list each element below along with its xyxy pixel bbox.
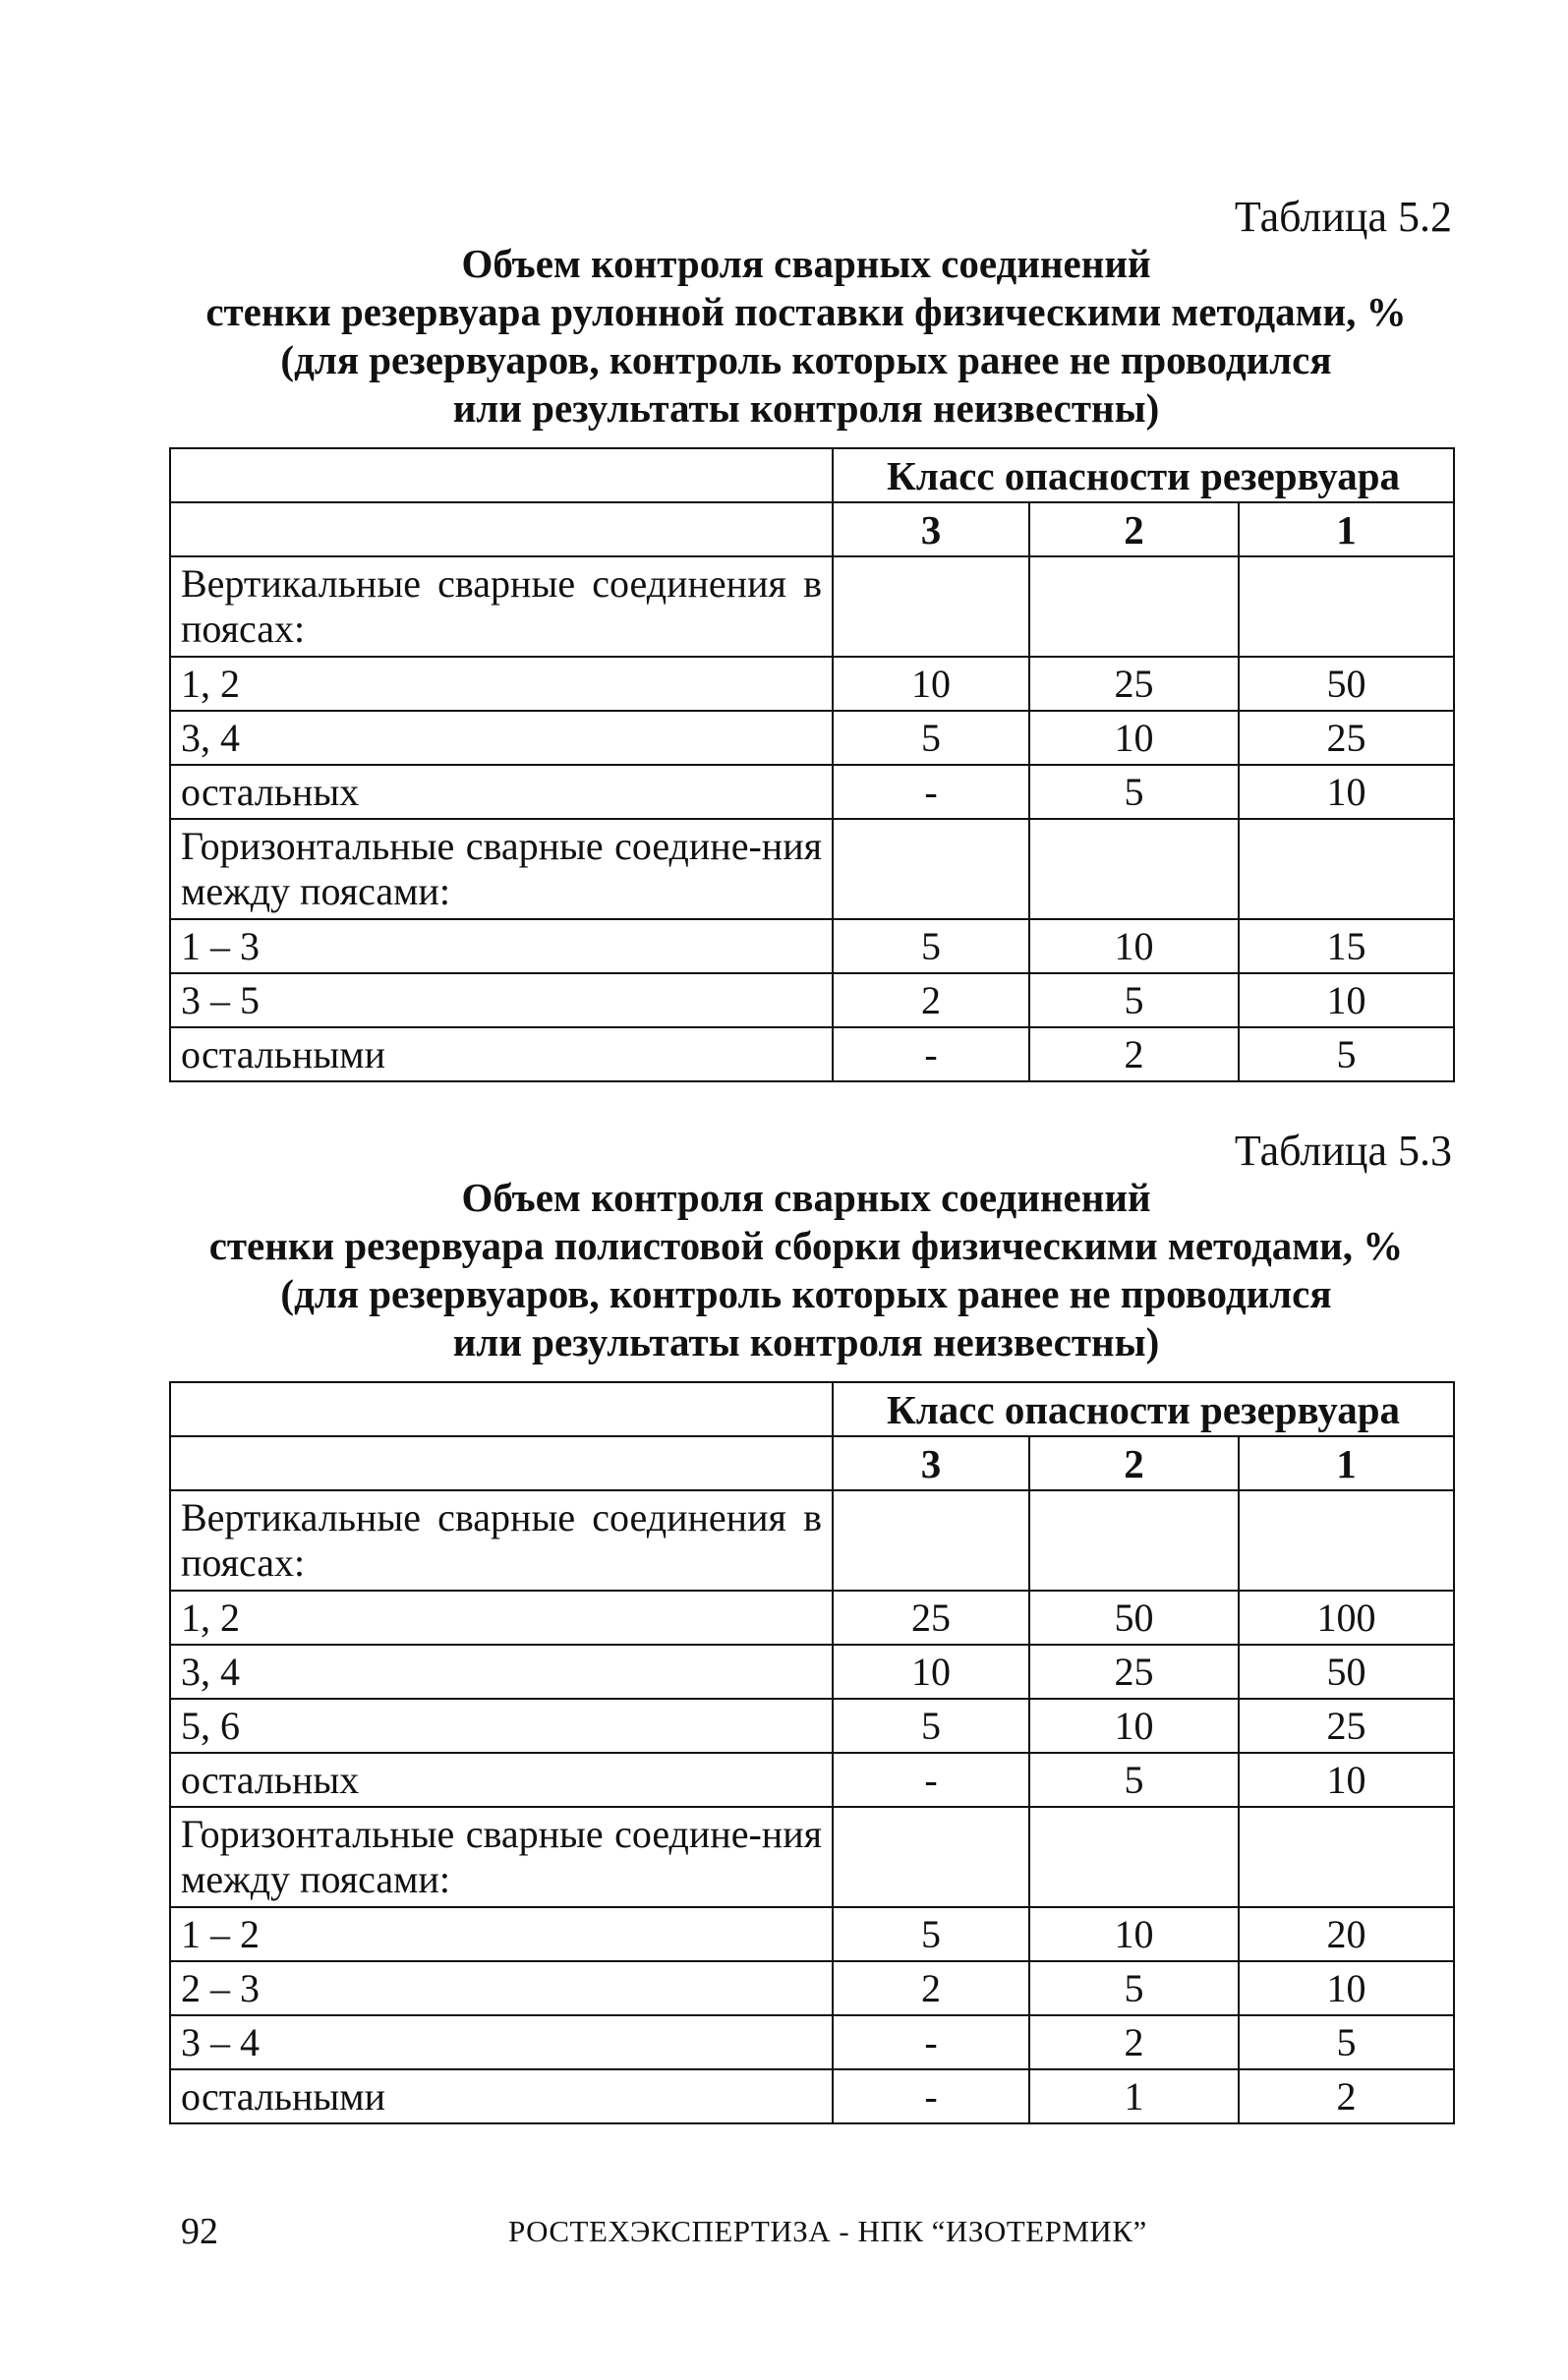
row-label-cell: 3 – 5 <box>170 973 833 1027</box>
value-cell: 5 <box>833 711 1029 765</box>
value-cell: 50 <box>1029 1591 1239 1645</box>
row-label-cell: остальных <box>170 765 833 819</box>
title-line: (для резервуаров, контроль которых ранее не проводился <box>280 337 1332 382</box>
value-cell: 10 <box>833 1645 1029 1699</box>
row-label-cell: Вертикальные сварные соединения в поясах: <box>170 1490 833 1591</box>
table-row <box>170 1490 1454 1591</box>
header-group-cell: Класс опасности резервуара <box>833 448 1454 502</box>
table-row <box>170 657 1454 711</box>
row-label-cell: 5, 6 <box>170 1699 833 1753</box>
value-cell: 50 <box>1239 1645 1454 1699</box>
value-cell: - <box>833 2069 1029 2123</box>
value-cell <box>833 819 1029 919</box>
header-class-cell: 2 <box>1029 1436 1239 1490</box>
value-cell <box>1239 1490 1454 1591</box>
row-label-cell: 1 – 2 <box>170 1907 833 1961</box>
header-class-cell: 1 <box>1239 1436 1454 1490</box>
header-corner-cell <box>170 1382 833 1436</box>
value-cell <box>1029 1807 1239 1907</box>
value-cell: 5 <box>833 1907 1029 1961</box>
header-corner-cell <box>170 1436 833 1490</box>
value-cell: 25 <box>1029 657 1239 711</box>
value-cell: 2 <box>1029 2015 1239 2069</box>
value-cell: - <box>833 2015 1029 2069</box>
value-cell: 10 <box>1029 1699 1239 1753</box>
row-label-cell: остальных <box>170 1753 833 1807</box>
publisher-name: РОСТЕХЭКСПЕРТИЗА - НПК “ИЗОТЕРМИК” <box>508 2214 1147 2248</box>
row-label-cell: 3 – 4 <box>170 2015 833 2069</box>
value-cell: 2 <box>1239 2069 1454 2123</box>
title-line: стенки резервуара полистовой сборки физическими методами, % <box>208 1223 1404 1268</box>
table-row <box>170 1753 1454 1807</box>
header-row <box>170 1436 1454 1490</box>
value-cell: 25 <box>1239 1699 1454 1753</box>
value-cell <box>1029 819 1239 919</box>
value-cell: 10 <box>1239 1961 1454 2015</box>
table-row <box>170 2015 1454 2069</box>
page-footer <box>169 2204 1453 2259</box>
value-cell: 5 <box>1029 1753 1239 1807</box>
value-cell <box>1029 1490 1239 1591</box>
table-row <box>170 1807 1454 1907</box>
value-cell: 50 <box>1239 657 1454 711</box>
header-class-cell: 1 <box>1239 502 1454 556</box>
value-cell: 10 <box>1029 919 1239 973</box>
title-line: Объем контроля сварных соединений <box>461 1175 1151 1220</box>
table-title <box>157 240 1455 433</box>
header-row <box>170 1382 1454 1436</box>
value-cell: 20 <box>1239 1907 1454 1961</box>
value-cell: - <box>833 1027 1029 1081</box>
value-cell: 2 <box>833 1961 1029 2015</box>
table-row <box>170 919 1454 973</box>
page-number: 92 <box>181 2211 218 2252</box>
table-row <box>170 1027 1454 1081</box>
value-cell <box>1239 556 1454 657</box>
weld-control-table <box>169 447 1455 1082</box>
row-label-cell: 1, 2 <box>170 657 833 711</box>
table-row <box>170 1699 1454 1753</box>
title-line: или результаты контроля неизвестны) <box>452 385 1160 431</box>
value-cell: 5 <box>833 919 1029 973</box>
row-label-cell: остальными <box>170 1027 833 1081</box>
value-cell: - <box>833 765 1029 819</box>
value-cell: 5 <box>1239 1027 1454 1081</box>
table-caption: Таблица 5.3 <box>1234 1127 1452 1175</box>
header-class-cell: 2 <box>1029 502 1239 556</box>
value-cell: 5 <box>1029 1961 1239 2015</box>
title-line: (для резервуаров, контроль которых ранее не проводился <box>280 1271 1332 1316</box>
header-corner-cell <box>170 448 833 502</box>
table-body <box>170 1382 1454 2123</box>
row-label-cell: 2 – 3 <box>170 1961 833 2015</box>
value-cell <box>1239 1807 1454 1907</box>
row-label-cell: 3, 4 <box>170 711 833 765</box>
value-cell: 5 <box>1029 973 1239 1027</box>
header-corner-cell <box>170 502 833 556</box>
value-cell <box>833 1807 1029 1907</box>
value-cell: 10 <box>1029 1907 1239 1961</box>
value-cell: 10 <box>1029 711 1239 765</box>
table-row <box>170 711 1454 765</box>
value-cell: 25 <box>1029 1645 1239 1699</box>
value-cell: 10 <box>1239 765 1454 819</box>
table-row <box>170 2069 1454 2123</box>
value-cell: - <box>833 1753 1029 1807</box>
header-row <box>170 502 1454 556</box>
title-line: или результаты контроля неизвестны) <box>452 1319 1160 1364</box>
value-cell: 5 <box>833 1699 1029 1753</box>
value-cell: 10 <box>1239 1753 1454 1807</box>
value-cell <box>1029 556 1239 657</box>
weld-control-table <box>169 1381 1455 2124</box>
header-class-cell: 3 <box>833 1436 1029 1490</box>
row-label-cell: Горизонтальные сварные соедине-ния между поясами: <box>170 819 833 919</box>
table-title <box>157 1174 1455 1366</box>
value-cell: 10 <box>1239 973 1454 1027</box>
value-cell: 25 <box>833 1591 1029 1645</box>
value-cell: 25 <box>1239 711 1454 765</box>
header-class-cell: 3 <box>833 502 1029 556</box>
value-cell: 100 <box>1239 1591 1454 1645</box>
row-label-cell: остальными <box>170 2069 833 2123</box>
row-label-cell: Вертикальные сварные соединения в поясах: <box>170 556 833 657</box>
value-cell <box>1239 819 1454 919</box>
value-cell: 5 <box>1239 2015 1454 2069</box>
table-row <box>170 1961 1454 2015</box>
value-cell <box>833 556 1029 657</box>
table-row <box>170 1645 1454 1699</box>
value-cell: 1 <box>1029 2069 1239 2123</box>
table-row <box>170 556 1454 657</box>
value-cell: 5 <box>1029 765 1239 819</box>
row-label-cell: Горизонтальные сварные соедине-ния между поясами: <box>170 1807 833 1907</box>
value-cell: 2 <box>1029 1027 1239 1081</box>
row-label-cell: 3, 4 <box>170 1645 833 1699</box>
value-cell: 15 <box>1239 919 1454 973</box>
title-line: Объем контроля сварных соединений <box>461 241 1151 286</box>
header-row <box>170 448 1454 502</box>
table-row <box>170 973 1454 1027</box>
row-label-cell: 1 – 3 <box>170 919 833 973</box>
value-cell: 2 <box>833 973 1029 1027</box>
table-row <box>170 1907 1454 1961</box>
table-caption: Таблица 5.2 <box>1234 193 1452 241</box>
table-row <box>170 765 1454 819</box>
header-group-cell: Класс опасности резервуара <box>833 1382 1454 1436</box>
value-cell: 10 <box>833 657 1029 711</box>
title-line: стенки резервуара рулонной поставки физическими методами, % <box>205 289 1407 334</box>
table-row <box>170 819 1454 919</box>
table-row <box>170 1591 1454 1645</box>
table-body <box>170 448 1454 1081</box>
row-label-cell: 1, 2 <box>170 1591 833 1645</box>
value-cell <box>833 1490 1029 1591</box>
